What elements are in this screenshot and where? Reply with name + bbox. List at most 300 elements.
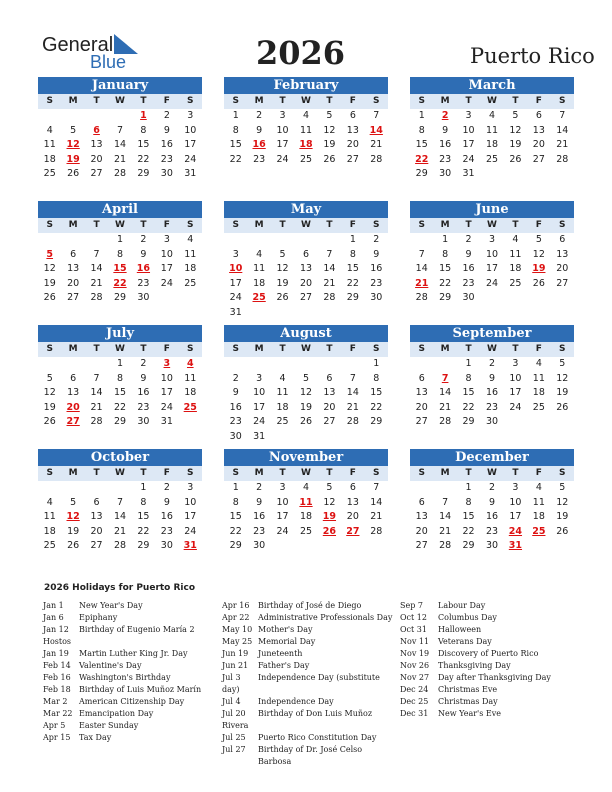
day-cell: 18: [485, 139, 499, 150]
day-cell: 30: [160, 540, 173, 551]
holiday-day: 15: [113, 263, 127, 274]
holiday-name: Valentine's Day: [79, 661, 142, 670]
month-june: [410, 201, 574, 306]
day-cell: 25: [43, 168, 56, 179]
day-cell: 31: [253, 430, 266, 442]
holiday-row: [43, 720, 213, 732]
day-cell: 30: [253, 540, 266, 551]
day-cell: 25: [299, 153, 313, 165]
day-cell: 5: [535, 234, 542, 245]
day-cell: 9: [488, 496, 496, 508]
day-cell: 12: [323, 496, 336, 508]
day-cell: 26: [299, 416, 313, 427]
day-cell: 14: [439, 511, 452, 522]
day-cell: 21: [439, 525, 452, 537]
day-cell: 17: [276, 511, 289, 522]
weekday-label: S: [559, 468, 566, 478]
holiday-date: Apr 15: [43, 733, 71, 742]
empty-cell: [318, 233, 341, 248]
day-cell: 22: [137, 153, 150, 165]
day-cell: 19: [556, 387, 569, 398]
day-cell: 16: [462, 263, 475, 274]
day-cell: 12: [532, 248, 545, 260]
day-cell: 30: [370, 292, 383, 303]
weekday-label: T: [140, 96, 147, 106]
weekday-label: S: [232, 220, 239, 230]
day-cell: 23: [485, 401, 499, 413]
day-cell: 22: [113, 401, 127, 413]
day-cell: 15: [462, 387, 475, 398]
day-cell: 12: [43, 387, 56, 398]
day-cell: 10: [509, 372, 522, 384]
day-cell: 23: [253, 153, 266, 165]
weekday-header: [38, 342, 202, 357]
holiday-day: 19: [322, 511, 337, 522]
day-cell: 6: [302, 248, 310, 260]
year-title: 2026: [256, 34, 346, 72]
holiday-day: 31: [508, 540, 523, 551]
weekday-label: T: [512, 468, 519, 478]
holiday-row: [400, 696, 570, 708]
weekday-label: W: [115, 344, 125, 354]
day-cell: 28: [113, 540, 127, 551]
day-cell: 14: [113, 511, 127, 522]
holiday-name: Birthday of Don Luis Muñoz: [258, 709, 373, 718]
weekday-label: M: [254, 220, 264, 230]
empty-cell: [224, 233, 247, 248]
holiday-row: [43, 708, 213, 720]
day-cell: 14: [113, 139, 127, 150]
day-cell: 21: [113, 153, 127, 165]
day-cell: 27: [299, 292, 313, 303]
day-cell: 14: [370, 496, 383, 508]
day-cell: 9: [140, 372, 147, 384]
day-cell: 29: [113, 292, 127, 303]
holiday-row: [400, 636, 570, 648]
day-cell: 7: [373, 110, 380, 121]
weekday-label: S: [418, 220, 425, 230]
day-cell: 22: [439, 277, 452, 289]
day-cell: 19: [323, 139, 336, 150]
holiday-name: Independence Day (substitute: [258, 673, 380, 682]
day-cell: 19: [299, 401, 313, 413]
holiday-name: Emancipation Day: [79, 709, 154, 718]
day-cell: 28: [556, 153, 569, 165]
day-cell: 1: [465, 358, 472, 369]
weekday-header: [410, 342, 574, 357]
day-cell: 20: [90, 153, 103, 165]
logo: [42, 34, 142, 76]
day-cell: 4: [535, 482, 542, 493]
day-cell: 16: [253, 511, 266, 522]
empty-cell: [433, 357, 456, 372]
weekday-label: T: [326, 468, 333, 478]
day-cell: 10: [276, 124, 289, 136]
month-august: [224, 325, 388, 444]
holiday-day: 25: [183, 401, 197, 413]
day-cell: 1: [232, 482, 239, 493]
weekday-label: T: [512, 344, 519, 354]
weekday-label: S: [187, 220, 194, 230]
day-cell: 29: [370, 416, 383, 427]
holiday-row: [43, 612, 213, 624]
day-cell: 13: [299, 263, 313, 274]
day-cell: 16: [485, 387, 499, 398]
holiday-name: Thanksgiving Day: [438, 661, 511, 670]
day-cell: 2: [163, 482, 170, 493]
day-cell: 20: [346, 139, 359, 150]
day-cell: 10: [160, 372, 173, 384]
day-cell: 17: [509, 387, 522, 398]
holiday-row: [43, 648, 213, 660]
month-title: October: [38, 449, 202, 466]
holiday-day: 12: [66, 511, 80, 522]
day-grid: [38, 357, 202, 430]
day-cell: 21: [323, 277, 336, 289]
weekday-label: M: [440, 220, 450, 230]
holiday-column: [222, 600, 394, 766]
month-title: February: [224, 77, 388, 94]
day-cell: 6: [70, 372, 77, 384]
holiday-date: Jul 20: [222, 709, 246, 718]
day-cell: 15: [137, 511, 150, 522]
day-cell: 17: [184, 139, 197, 150]
month-title: May: [224, 201, 388, 218]
day-cell: 27: [532, 153, 545, 165]
day-grid: [410, 481, 574, 554]
day-cell: 30: [160, 168, 173, 179]
weekday-label: T: [140, 468, 147, 478]
day-cell: 29: [346, 292, 359, 303]
weekday-label: F: [163, 344, 170, 354]
day-cell: 9: [256, 124, 263, 136]
day-cell: 30: [462, 292, 475, 303]
day-cell: 16: [485, 511, 499, 522]
holiday-name: day): [222, 685, 240, 694]
holiday-name: Epiphany: [79, 613, 118, 622]
month-december: [410, 449, 574, 554]
day-cell: 9: [488, 372, 496, 384]
day-cell: 3: [279, 110, 286, 121]
holiday-day: 16: [252, 139, 266, 150]
day-cell: 4: [302, 482, 310, 493]
weekday-header: [410, 218, 574, 233]
day-cell: 12: [276, 263, 289, 274]
empty-cell: [318, 357, 341, 372]
day-cell: 17: [160, 387, 173, 398]
weekday-label: F: [535, 344, 542, 354]
day-cell: 3: [232, 248, 239, 260]
day-cell: 4: [488, 110, 496, 121]
weekday-label: M: [254, 468, 264, 478]
day-cell: 17: [160, 263, 173, 274]
weekday-label: T: [465, 96, 472, 106]
day-cell: 8: [349, 248, 356, 260]
holiday-row: [222, 624, 394, 636]
weekday-label: S: [373, 96, 380, 106]
day-cell: 8: [418, 124, 425, 136]
weekday-header: [224, 342, 388, 357]
holiday-day: 22: [113, 277, 127, 289]
day-cell: 12: [556, 496, 569, 508]
holiday-date: Nov 26: [400, 661, 430, 670]
weekday-label: S: [187, 468, 194, 478]
day-cell: 13: [346, 124, 359, 136]
day-cell: 22: [346, 277, 359, 289]
holiday-column: [400, 600, 570, 720]
day-cell: 6: [349, 482, 356, 493]
empty-cell: [85, 233, 108, 248]
weekday-label: T: [279, 96, 286, 106]
holiday-date: Sep 7: [400, 601, 423, 610]
empty-cell: [247, 233, 270, 248]
country-title: Puerto Rico: [470, 44, 595, 68]
holiday-date: Mar 22: [43, 709, 73, 718]
holiday-row: [222, 744, 394, 766]
month-november: [224, 449, 388, 554]
empty-cell: [247, 357, 270, 372]
day-cell: 6: [418, 372, 425, 384]
day-cell: 26: [43, 292, 56, 303]
holiday-day: 25: [532, 525, 546, 537]
day-cell: 14: [90, 263, 103, 274]
weekday-header: [38, 466, 202, 481]
weekday-label: M: [254, 344, 264, 354]
day-cell: 25: [485, 153, 499, 165]
month-march: [410, 77, 574, 182]
weekday-label: T: [93, 220, 100, 230]
day-cell: 15: [113, 387, 127, 398]
day-cell: 3: [488, 234, 496, 245]
holiday-date: Jul 4: [222, 697, 241, 706]
holiday-day: 19: [532, 263, 546, 274]
day-cell: 19: [276, 277, 289, 289]
empty-cell: [38, 481, 61, 496]
day-cell: 17: [462, 139, 475, 150]
day-cell: 14: [556, 124, 569, 136]
day-cell: 27: [415, 416, 428, 427]
day-cell: 14: [439, 387, 452, 398]
day-cell: 2: [163, 110, 170, 121]
weekday-label: W: [115, 96, 125, 106]
empty-cell: [224, 357, 247, 372]
day-cell: 18: [43, 153, 56, 165]
holiday-day: 10: [229, 263, 243, 274]
day-cell: 23: [485, 525, 499, 537]
day-cell: 19: [43, 401, 56, 413]
holiday-date: Mar 2: [43, 697, 68, 706]
day-cell: 23: [229, 416, 242, 427]
day-cell: 17: [184, 511, 197, 522]
weekday-label: S: [373, 344, 380, 354]
day-cell: 3: [187, 110, 194, 121]
holiday-date: Dec 24: [400, 685, 429, 694]
holiday-day: 2: [441, 110, 449, 121]
day-cell: 13: [556, 248, 569, 260]
holiday-row: [43, 684, 213, 696]
day-cell: 1: [140, 482, 147, 493]
holiday-date: Feb 14: [43, 661, 71, 670]
day-cell: 4: [256, 248, 263, 260]
day-cell: 23: [439, 153, 452, 165]
day-cell: 27: [346, 153, 359, 165]
weekday-label: F: [349, 220, 356, 230]
weekday-label: F: [163, 468, 170, 478]
day-cell: 28: [346, 416, 359, 427]
weekday-label: T: [326, 344, 333, 354]
day-cell: 11: [184, 372, 197, 384]
holiday-name: Discovery of Puerto Rico: [438, 649, 539, 658]
weekday-label: W: [487, 220, 497, 230]
day-grid: [410, 233, 574, 306]
day-cell: 16: [160, 139, 173, 150]
day-cell: 15: [462, 511, 475, 522]
day-cell: 8: [465, 496, 472, 508]
holiday-row: [400, 648, 570, 660]
day-grid: [38, 481, 202, 554]
holiday-name: Juneteenth: [258, 649, 303, 658]
day-cell: 8: [116, 248, 124, 260]
holiday-name: Independence Day: [258, 697, 334, 706]
empty-cell: [61, 233, 84, 248]
day-cell: 27: [90, 540, 103, 551]
day-cell: 8: [140, 496, 147, 508]
holiday-row: [400, 684, 570, 696]
day-cell: 2: [488, 482, 496, 493]
day-cell: 13: [67, 387, 80, 398]
day-cell: 19: [509, 139, 522, 150]
holiday-row: [43, 696, 213, 708]
day-cell: 7: [326, 248, 333, 260]
weekday-label: F: [535, 220, 542, 230]
holiday-day: 24: [508, 525, 523, 537]
month-title: November: [224, 449, 388, 466]
day-cell: 22: [137, 525, 150, 537]
empty-cell: [38, 109, 61, 124]
day-cell: 9: [140, 248, 147, 260]
day-cell: 22: [462, 525, 475, 537]
month-october: [38, 449, 202, 554]
day-cell: 1: [442, 234, 449, 245]
holiday-name: Columbus Day: [438, 613, 497, 622]
holiday-row: [222, 684, 394, 696]
weekday-label: T: [279, 344, 286, 354]
day-cell: 7: [116, 124, 124, 136]
day-cell: 4: [187, 234, 194, 245]
holiday-day: 31: [183, 540, 197, 551]
holiday-name: Rivera: [222, 721, 249, 730]
day-cell: 6: [559, 234, 566, 245]
weekday-header: [224, 218, 388, 233]
day-cell: 29: [113, 416, 127, 427]
day-cell: 3: [279, 482, 286, 493]
holiday-day: 3: [163, 358, 171, 369]
day-cell: 11: [299, 124, 313, 136]
weekday-label: M: [68, 96, 78, 106]
weekday-label: T: [465, 220, 472, 230]
day-cell: 27: [556, 277, 569, 289]
day-cell: 25: [532, 401, 545, 413]
day-cell: 13: [90, 511, 103, 522]
weekday-label: S: [559, 96, 566, 106]
holidays-title: 2026 Holidays for Puerto Rico: [44, 583, 196, 593]
weekday-label: S: [373, 468, 380, 478]
empty-cell: [294, 357, 317, 372]
holiday-name: Day after Thanksgiving Day: [438, 673, 551, 682]
day-cell: 14: [323, 263, 336, 274]
weekday-label: S: [232, 96, 239, 106]
day-cell: 21: [556, 139, 569, 150]
weekday-header: [224, 94, 388, 109]
holiday-name: Veterans Day: [438, 637, 492, 646]
logo-blue-text: Blue: [90, 52, 127, 72]
day-cell: 27: [415, 540, 428, 551]
day-grid: [410, 357, 574, 430]
day-cell: 2: [140, 358, 147, 369]
weekday-header: [38, 94, 202, 109]
day-cell: 18: [184, 387, 197, 398]
day-cell: 31: [229, 306, 242, 318]
holiday-row: [222, 612, 394, 624]
holiday-row: [222, 720, 394, 732]
day-grid: [38, 233, 202, 306]
day-cell: 30: [485, 416, 499, 427]
day-cell: 12: [43, 263, 56, 274]
day-cell: 15: [137, 139, 150, 150]
holiday-row: [400, 600, 570, 612]
day-cell: 26: [276, 292, 289, 303]
empty-cell: [410, 481, 433, 496]
day-cell: 31: [462, 168, 475, 179]
day-cell: 7: [93, 248, 100, 260]
holiday-name: Labour Day: [438, 601, 486, 610]
weekday-label: M: [68, 468, 78, 478]
day-cell: 21: [90, 277, 103, 289]
holiday-date: Jun 21: [222, 661, 249, 670]
day-cell: 26: [509, 153, 522, 165]
day-cell: 15: [370, 387, 383, 398]
empty-cell: [61, 109, 84, 124]
holiday-name: Memorial Day: [258, 637, 316, 646]
holiday-day: 11: [299, 496, 313, 508]
day-cell: 24: [184, 153, 197, 165]
weekday-label: W: [487, 468, 497, 478]
empty-cell: [85, 357, 108, 372]
holiday-name: Tax Day: [79, 733, 112, 742]
weekday-label: F: [163, 96, 170, 106]
day-cell: 24: [509, 401, 522, 413]
day-cell: 18: [532, 511, 545, 522]
weekday-label: S: [559, 344, 566, 354]
day-cell: 6: [418, 496, 425, 508]
day-cell: 5: [559, 482, 566, 493]
logo-general-text: General: [42, 34, 114, 56]
empty-cell: [433, 481, 456, 496]
weekday-label: W: [487, 344, 497, 354]
holiday-day: 18: [299, 139, 313, 150]
holiday-day: 7: [441, 372, 449, 384]
day-cell: 29: [137, 540, 150, 551]
day-cell: 8: [116, 372, 124, 384]
holiday-row: [400, 708, 570, 720]
holiday-date: Jun 19: [222, 649, 249, 658]
holiday-row: [43, 672, 213, 684]
day-cell: 15: [229, 139, 242, 150]
day-cell: 7: [418, 248, 425, 260]
weekday-label: W: [301, 468, 311, 478]
day-cell: 2: [232, 372, 239, 384]
day-cell: 15: [229, 511, 242, 522]
